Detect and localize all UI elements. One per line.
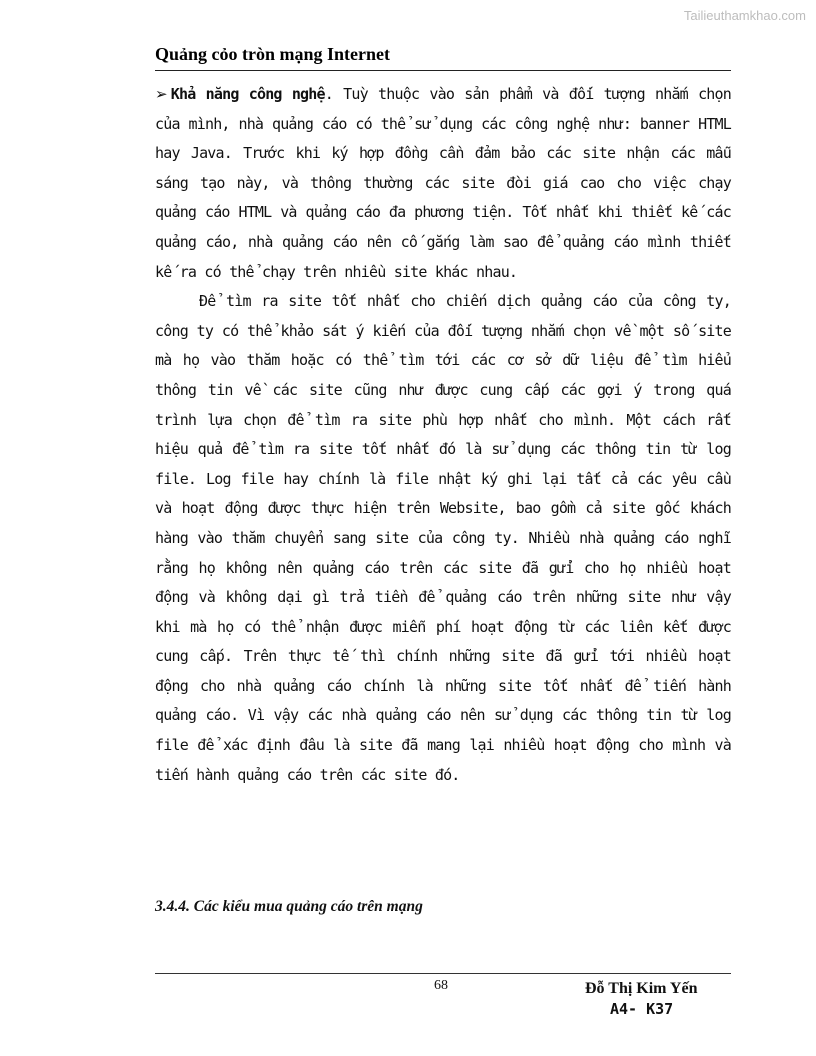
page-number: 68 bbox=[434, 978, 448, 993]
arrow-bullet-icon: ➢ bbox=[155, 85, 167, 103]
bullet-text: . Tuỳ thuộc vào sản phẩm và đối tượng nhắm chọn của mình, nhà quảng cáo có thể sử dụng các công nghệ như: banner HTML hay Java. Trước khi ký hợp đồng cần đảm bảo các site nhận các mẫu sáng tạo này, và thông thường các site đòi giá cao cho việc chạy quảng cáo HTML và quảng cáo đa phương tiện. Tốt nhất khi thiết kế các quảng cáo, nhà quảng cáo nên cố gắng làm sao để quảng cáo mình thiết kế ra có thể chạy trên nhiều site khác nhau. bbox=[155, 85, 731, 281]
section-subheading: 3.4.4. Các kiểu mua quảng cáo trên mạng bbox=[155, 898, 423, 915]
body-content bbox=[155, 80, 731, 790]
page-header-title: Quảng cỏo tròn mạng Internet bbox=[155, 44, 390, 64]
watermark-text: Tailieuthamkhao.com bbox=[683, 8, 806, 23]
body-paragraph: Để tìm ra site tốt nhất cho chiến dịch quảng cáo của công ty, công ty có thể khảo sát ý kiến của đối tượng nhắm chọn về một số site mà họ vào thăm hoặc có thể tìm tới các cơ sở dữ liệu để tìm hiểu thông tin về các site cũng như được cung cấp các gợi ý trong quá trình lựa chọn để tìm ra site phù hợp nhất cho mình. Một cách rất hiệu quả để tìm ra site tốt nhất đó là sử dụng các thông tin từ log file. Log file hay chính là file nhật ký ghi lại tất cả các yêu cầu và hoạt động được thực hiện trên Website, bao gồm cả site gốc khách hàng vào thăm chuyển sang site của công ty. Nhiều nhà quảng cáo nghĩ rằng họ không nên quảng cáo trên các site đã gửi cho họ nhiều hoạt động và không dại gì trả tiền để quảng cáo trên những site như vậy khi mà họ có thể nhận được miễn phí hoạt động từ các liên kết được cung cấp. Trên thực tế thì chính những site đã gửi tới nhiều hoạt động cho nhà quảng cáo chính là những site tốt nhất để tiến hành quảng cáo. Vì vậy các nhà quảng cáo nên sử dụng các thông tin từ log file để xác định đâu là site đã mang lại nhiều hoạt động cho mình và tiến hành quảng cáo trên các site đó. bbox=[155, 292, 731, 784]
footer-divider bbox=[155, 973, 731, 974]
bullet-term: Khả năng công nghệ bbox=[170, 85, 325, 103]
header-divider bbox=[155, 70, 731, 71]
author-class: A4- K37 bbox=[610, 1000, 674, 1018]
bullet-paragraph bbox=[155, 80, 731, 287]
author-name: Đỗ Thị Kim Yến bbox=[585, 980, 698, 997]
